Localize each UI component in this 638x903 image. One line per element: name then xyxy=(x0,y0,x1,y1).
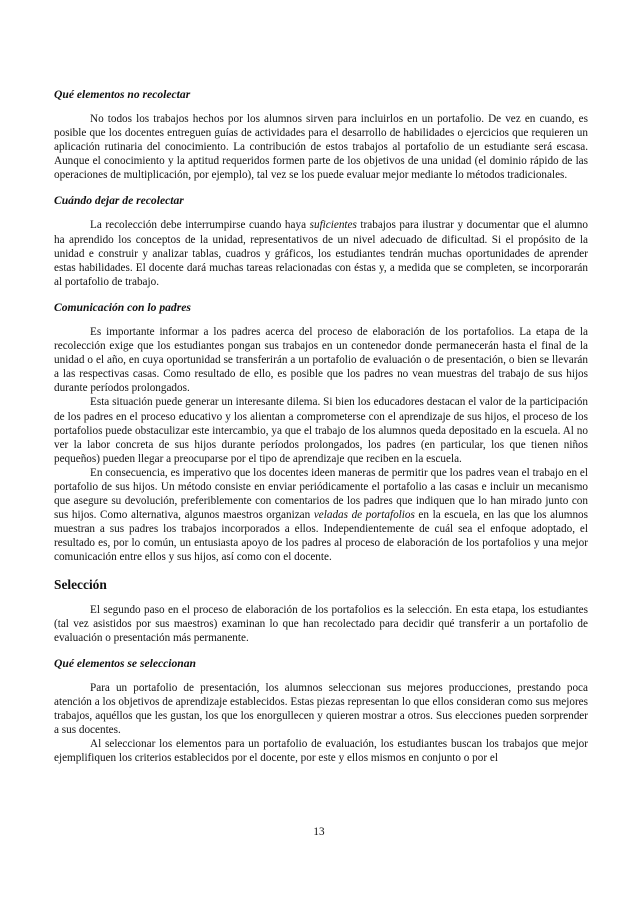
paragraph: El segundo paso en el proceso de elaboración de los portafolios es la selección. En esta etapa, los estudiantes (tal vez asistidos por sus maestros) examinan lo que han recolectado para decidir qué transferir a un portafolio de evaluación o presentación más permanente. xyxy=(54,603,588,644)
document-page xyxy=(54,88,588,765)
text-run: en la escuela, en las que los alumnos muestran a sus padres los trabajos incorporados a ellos. Independientemente de cuál sea el enfoque adoptado, el resultado es, por lo común, un entusiasta apoyo de los padres al proceso de elaboración de los portafolios y una mejor comunicación entre ellos y sus hijos, así como con el docente. xyxy=(54,509,589,564)
paragraph: Para un portafolio de presentación, los alumnos seleccionan sus mejores producciones, prestando poca atención a los objetivos de aprendizaje establecidos. Estas piezas representan lo que ellos consideran como sus mejores trabajos, aquéllos que les gustan, los que los enorgullecen y quieren mostrar a otros. Sus elecciones pueden sorprender a sus docentes. xyxy=(54,681,588,737)
section-heading-dejar-recolectar: Cuándo dejar de recolectar xyxy=(54,194,184,208)
section-heading-se-seleccionan: Qué elementos se seleccionan xyxy=(54,656,197,670)
paragraph: No todos los trabajos hechos por los alumnos sirven para incluirlos en un portafolio. De vez en cuando, es posible que los docentes entreguen guías de actividades para el desarrollo de habilidades o ejercicios que requieren un aplicación rutinaria del conocimiento. La contribución de estos trabajos al portafolio de un estudiante será escasa. Aunque el conocimiento y la aptitud requeridos formen parte de los objetivos de una unidad (el dominio rápido de las operaciones de multiplicación, por ejemplo), tal vez se los puede evaluar mejor mediante lo métodos tradicionales. xyxy=(54,113,588,182)
paragraph xyxy=(54,218,588,288)
emphasis-text: veladas de portafolios xyxy=(313,509,415,522)
emphasis-text: suficientes xyxy=(309,219,357,232)
section-heading-no-recolectar: Qué elementos no recolectar xyxy=(54,88,191,101)
paragraph: Es importante informar a los padres acerca del proceso de elaboración de los portafolios. La etapa de la recolección exige que los estudiantes pongan sus trabajos en un contenedor donde permanecerán hasta el final de la unidad o el año, en cuya oportunidad se transferirán a un portafolio de evaluación o de presentación, o bien se llevarán a las respectivas casas. Como resultado de ello, es posible que los padres no vean muestras del trabajo de sus hijos durante períodos prolongados. xyxy=(54,325,588,395)
paragraph xyxy=(54,466,588,565)
paragraph: Esta situación puede generar un interesante dilema. Si bien los educadores destacan el valor de la participación de los padres en el proceso educativo y los alientan a comprometerse con el aprendizaje de sus hijos, el proceso de los portafolios puede obstaculizar este intercambio, ya que el trabajo de los alumnos queda depositado en la escuela. Al no ver la labor concreta de sus hijos durante períodos prolongados, los padres (en particular, los que tienen niños pequeños) pueden llegar a preocuparse por el tipo de aprendizaje que reciben en la escuela. xyxy=(54,396,588,465)
text-run: En consecuencia, es imperativo que los docentes ideen maneras de permitir que los padres vean el trabajo en el portafolio de sus hijos. Un método consiste en enviar periódicamente el portafolio a las casas e incluir un mecanismo que asegure su devolución, preferiblemente con comentarios de los padres que indiquen que lo han mirado junto con sus hijos. Como alternativa, algunos maestros organizan xyxy=(54,466,588,522)
text-run: La recolección debe interrumpirse cuando haya xyxy=(90,219,310,232)
paragraph: Al seleccionar los elementos para un portafolio de evaluación, los estudiantes buscan los trabajos que mejor ejemplifiquen los criterios establecidos por el docente, por este y ellos mismos en conjunto o por el xyxy=(54,738,588,765)
text-run: trabajos para ilustrar y documentar que el alumno ha aprendido los conceptos de la unidad, representativos de un nivel adecuado de dificultad. Si el propósito de la unidad e construir y analizar tablas, cuadros y gráficos, los estudiantes tendrán muchas oportunidades de aprender estas habilidades. El docente dará muchas tareas relacionadas con éstas y, a medida que se completen, se incorporarán al portafolio de trabajo. xyxy=(54,219,588,288)
section-heading-padres: Comunicación con lo padres xyxy=(54,300,191,314)
section-heading-seleccion: Selección xyxy=(54,576,107,592)
page-number: 13 xyxy=(313,826,325,838)
